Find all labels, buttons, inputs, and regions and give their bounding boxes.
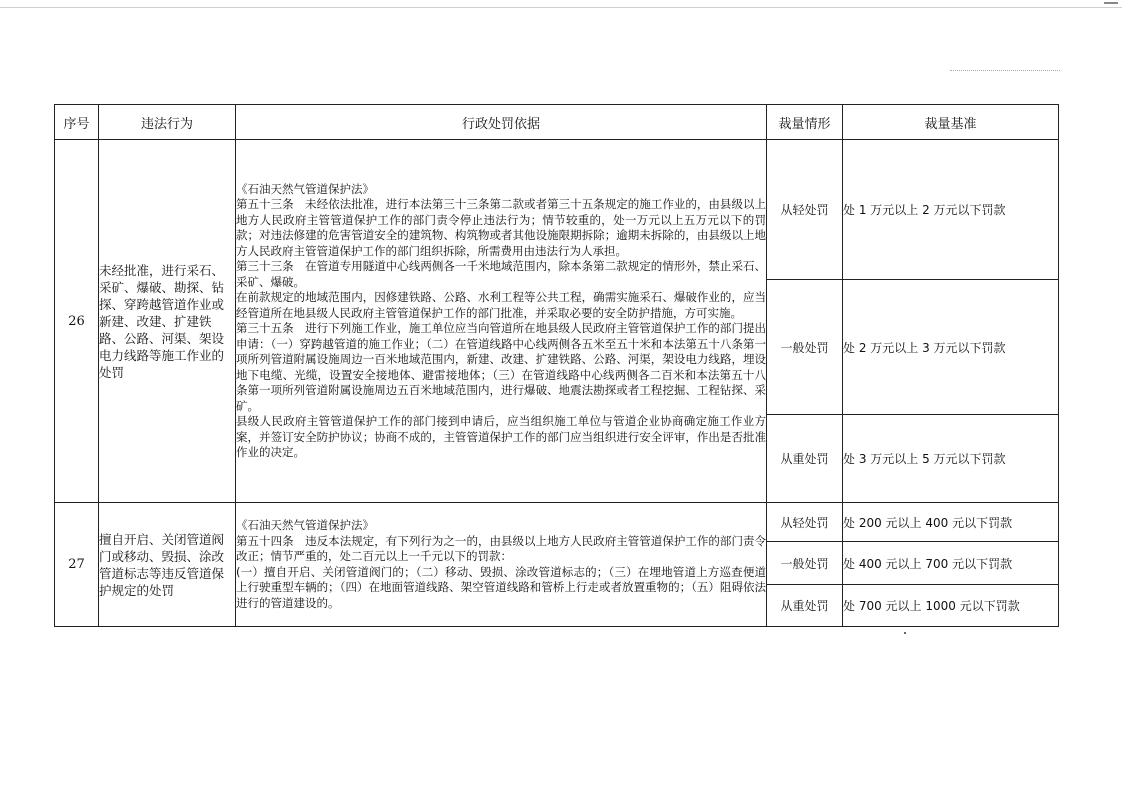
table-row	[55, 140, 1059, 280]
basis-paragraph: 在前款规定的地域范围内，因修建铁路、公路、水利工程等公共工程，确需实施采石、爆破作业的，应当经管道所在地县级人民政府主管管道保护工作的部门批准，并采取必要的安全防护措施，方可实施。	[236, 290, 766, 320]
basis-paragraph: 《石油天然气管道保护法》	[236, 181, 374, 196]
basis-paragraph: (一）擅自开启、关闭管道阀门的；（二）移动、毁损、涂改管道标志的；（三）在埋地管道上方巡查便道上行驶重型车辆的；（四）在地面管道线路、架空管道线路和管桥上行走或者放置重物的；（五）阻碍依法进行的管道建设的。	[236, 564, 766, 610]
situation-cell: 从轻处罚	[767, 503, 843, 542]
situation-cell: 一般处罚	[767, 280, 843, 415]
legal-basis-text	[236, 503, 767, 627]
basis-paragraph: 第五十三条 未经依法批准，进行本法第三十三条第二款或者第三十五条规定的施工作业的，由县级以上地方人民政府主管管道保护工作的部门责令停止违法行为；情节较重的，处一万元以上五万元以下的罚款；对违法修建的危害管道安全的建筑物、构筑物或者其他设施限期拆除；逾期未拆除的，由县级以上地方人民政府主管管道保护工作的部门组织拆除，所需费用由违法行为人承担。	[236, 197, 766, 258]
situation-cell: 从轻处罚	[767, 140, 843, 280]
header-no: 序号	[55, 105, 99, 140]
standard-cell: 处 1 万元以上 2 万元以下罚款	[843, 140, 1059, 280]
standard-cell: 处 400 元以上 700 元以下罚款	[843, 542, 1059, 585]
situation-cell: 一般处罚	[767, 542, 843, 585]
basis-paragraph: 县级人民政府主管管道保护工作的部门接到申请后，应当组织施工单位与管道企业协商确定施工作业方案，并签订安全防护协议；协商不成的，主管管道保护工作的部门应当组织进行安全评审，作出是否批准作业的决定。	[236, 414, 766, 459]
header-standard: 裁量基准	[843, 105, 1059, 140]
situation-cell: 从重处罚	[767, 585, 843, 627]
row-number: 27	[55, 503, 99, 627]
standard-cell: 处 2 万元以上 3 万元以下罚款	[843, 280, 1059, 415]
penalty-table	[54, 104, 1059, 627]
header-situation: 裁量情形	[767, 105, 843, 140]
basis-paragraph: 第三十五条 进行下列施工作业，施工单位应当向管道所在地县级人民政府主管管道保护工作的部门提出申请：（一）穿跨越管道的施工作业；（二）在管道线路中心线两侧各五米至五十米和本法第五十八条第一项所列管道附属设施周边一百米地域范围内，新建、改建、扩建铁路、公路、河渠，架设电力线路，埋设地下电缆、光缆，设置安全接地体、避雷接地体；（三）在管道线路中心线两侧各二百米和本法第五十八条第一项所列管道附属设施周边五百米地域范围内，进行爆破、地震法勘探或者工程挖掘、工程钻探、采矿。	[236, 321, 766, 413]
legal-basis-text	[236, 140, 767, 503]
standard-cell: 处 700 元以上 1000 元以下罚款	[843, 585, 1059, 627]
standard-cell: 处 3 万元以上 5 万元以下罚款	[843, 415, 1059, 503]
situation-cell: 从重处罚	[767, 415, 843, 503]
header-legal-basis: 行政处罚依据	[236, 105, 767, 140]
basis-paragraph: 《石油天然气管道保护法》	[236, 518, 374, 532]
basis-paragraph: 第三十三条 在管道专用隧道中心线两侧各一千米地域范围内，除本条第二款规定的情形外，禁止采石、采矿、爆破。	[236, 259, 766, 289]
header-violation: 违法行为	[99, 105, 236, 140]
violation-text: 未经批准，进行采石、采矿、爆破、勘探、钻探、穿跨越管道作业或新建、改建、扩建铁路、公路、河渠、架设电力线路等施工作业的处罚	[99, 140, 236, 503]
basis-paragraph: 第五十四条 违反本法规定，有下列行为之一的，由县级以上地方人民政府主管管道保护工作的部门责令改正；情节严重的，处二百元以上一千元以下的罚款：	[236, 533, 766, 563]
table-header-row	[55, 105, 1059, 140]
page-corner-mark	[1104, 2, 1118, 10]
page-top-rule	[0, 7, 1122, 8]
standard-cell: 处 200 元以上 400 元以下罚款	[843, 503, 1059, 542]
scan-dotted-mark	[950, 70, 1060, 71]
row-number: 26	[55, 140, 99, 503]
scan-speck	[904, 632, 906, 634]
table-row	[55, 503, 1059, 542]
violation-text: 擅自开启、关闭管道阀门或移动、毁损、涂改管道标志等违反管道保护规定的处罚	[99, 503, 236, 627]
